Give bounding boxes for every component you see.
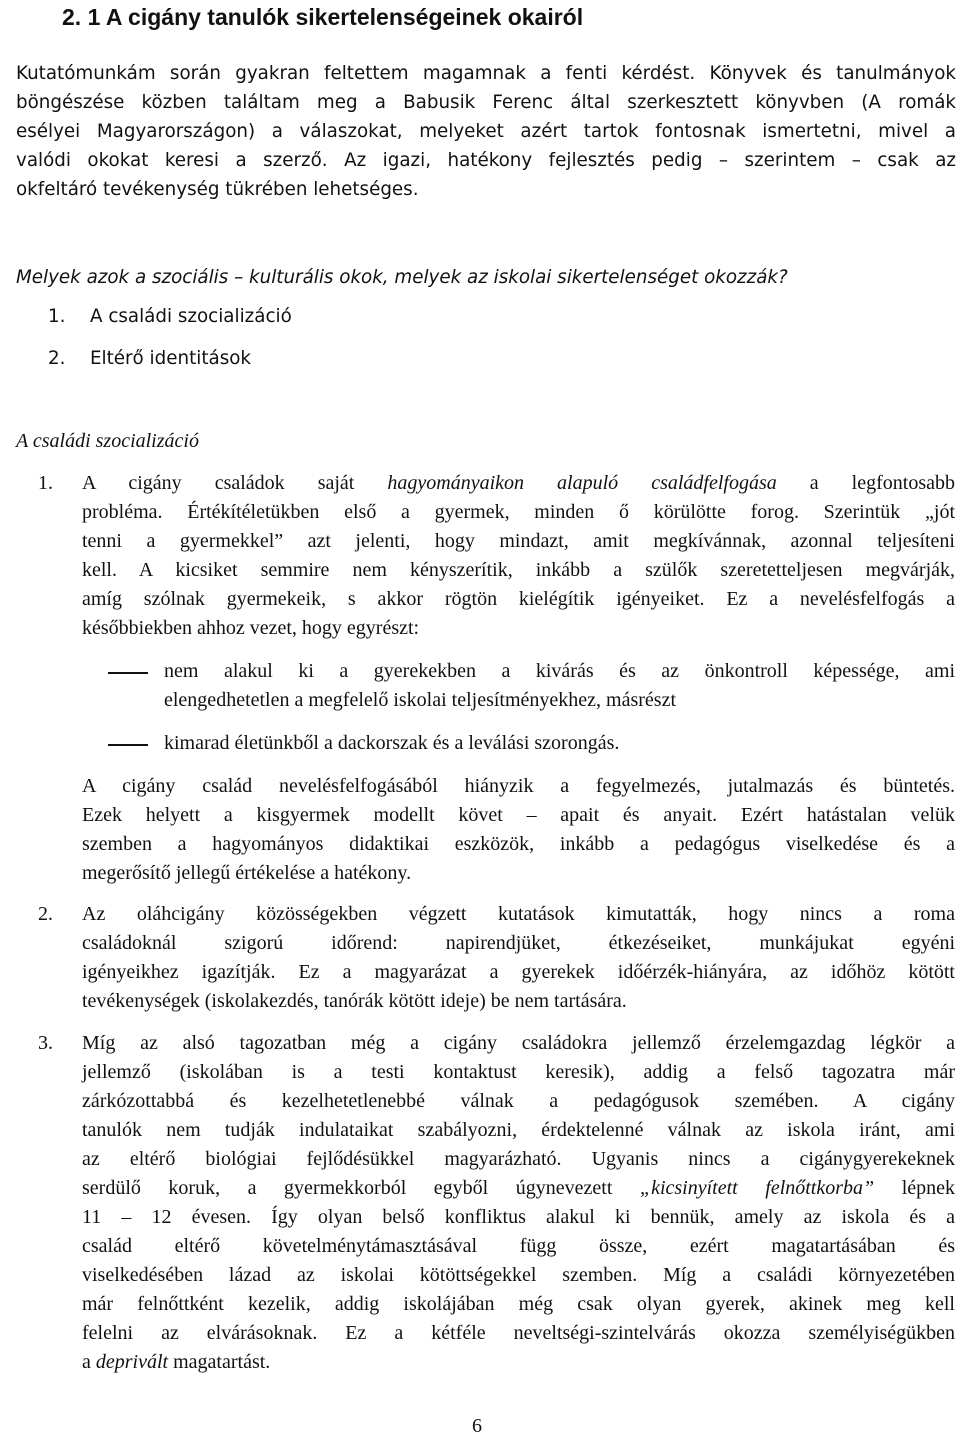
- item-number: 3.: [38, 1032, 53, 1054]
- item-2-line: családoknál szigorú időrend: napirendjüket, étkezéseiket, munkájukat egyéni: [82, 932, 955, 954]
- item-3-line: tanulók nem tudják indulataikat szabályozni, érdektelenné válnak az iskola iránt, ami: [82, 1119, 955, 1141]
- item-1-line: [82, 469, 955, 498]
- item-1-line: szemben a hagyományos didaktikai eszközök, inkább a pedagógus viselkedése és a: [82, 833, 955, 855]
- item-1-line: A cigány család nevelésfelfogásából hiányzik a fegyelmezés, jutalmazás és büntetés.: [82, 775, 955, 797]
- toc-item: [48, 302, 292, 331]
- item-3-line: család eltérő követelménytámasztásával függ össze, ezért magatartásában és: [82, 1235, 955, 1257]
- text-run: lépnek: [874, 1177, 956, 1199]
- intro-line: böngészése közben találtam meg a Babusik Ferenc által szerkesztett könyvben (A romák: [16, 92, 956, 113]
- toc-number: 2.: [48, 348, 66, 369]
- item-2-line: tevékenységek (iskolakezdés, tanórák kötött ideje) be nem tartására.: [82, 990, 627, 1012]
- intro-line: esélyei Magyarországon) a válaszokat, melyeket azért tartok fontosnak ismertetni, mivel a: [16, 121, 956, 142]
- item-1-line: Ezek helyett a kisgyermek modellt követ – apait és anyait. Ezért hatástalan velük: [82, 804, 955, 826]
- item-3-line: [82, 1174, 955, 1203]
- research-question: Melyek azok a szociális – kulturális okok, melyek az iskolai sikertelenséget okozzák?: [16, 267, 788, 288]
- item-1-paragraph: [82, 469, 955, 643]
- page-number: 6: [472, 1415, 482, 1437]
- item-2-line: igényeikhez igazítják. Ez a magyarázat a gyerekek időérzék-hiányára, az időhöz kötött: [82, 961, 955, 983]
- emphasis-text: deprivált: [95, 1351, 169, 1373]
- item-2-paragraph: [82, 900, 955, 1016]
- item-3-line: az eltérő biológiai fejlődésükkel magyarázható. Ugyanis nincs a cigánygyerekeknek: [82, 1148, 955, 1170]
- toc-label: A családi szocializáció: [90, 306, 292, 327]
- bullet-line: elengedhetetlen a megfelelő iskolai teljesítményekhez, másrészt: [164, 689, 677, 711]
- item-3-line: [82, 1348, 955, 1377]
- item-3-line: 11 – 12 évesen. Így olyan belső konfliktus alakul ki bennük, amely az iskola és a: [82, 1206, 955, 1228]
- item-3-line: jellemző (iskolában is a testi kontaktust keresik), addig a felső tagozatra már: [82, 1061, 955, 1083]
- item-2-line: Az oláhcigány közösségekben végzett kutatások kimutatták, hogy nincs a roma: [82, 903, 955, 925]
- toc-number: 1.: [48, 306, 66, 327]
- item-1-line: probléma. Értékítéletükben első a gyermek, minden ő körülötte forog. Szerintük „jót: [82, 501, 955, 523]
- text-run: magatartást.: [168, 1351, 271, 1373]
- item-number: 2.: [38, 903, 53, 925]
- item-1-continuation: [82, 772, 955, 888]
- item-1-line: tenni a gyermekkel” azt jelenti, hogy mindazt, amit megkívánnak, azonnal teljesíteni: [82, 530, 955, 552]
- section-heading: 2. 1 A cigány tanulók sikertelenségeinek okairól: [62, 4, 584, 30]
- item-3-line: már felnőttként kezelik, addig iskolájában még csak olyan gyerek, akinek meg kell: [82, 1293, 955, 1315]
- bullet-line: nem alakul ki a gyerekekben a kivárás és az önkontroll képessége, ami: [164, 660, 955, 682]
- intro-line: Kutatómunkám során gyakran feltettem magamnak a fenti kérdést. Könyvek és tanulmányok: [16, 63, 956, 84]
- subheading: A családi szocializáció: [16, 430, 199, 452]
- intro-line: valódi okokat keresi a szerző. Az igazi, hatékony fejlesztés pedig – szerintem – csak az: [16, 150, 956, 171]
- emphasis-text: „kicsinyített felnőttkorba”: [639, 1177, 875, 1199]
- bullet-item: [164, 657, 955, 715]
- item-number: 1.: [38, 472, 53, 494]
- emphasis-text: hagyományaikon alapuló családfelfogása: [387, 472, 777, 494]
- toc-label: Eltérő identitások: [90, 348, 251, 369]
- item-1-line: kell. A kicsiket semmire nem kényszerítik, inkább a szülők szeretetteljesen megvárják,: [82, 559, 955, 581]
- item-3-line: felelni az elvárásoknak. Ez a kétféle neveltségi-szintelvárás okozza személyiségükben: [82, 1322, 955, 1344]
- intro-line: okfeltáró tevékenység tükrében lehetséges.: [16, 179, 419, 200]
- bullet-item: [164, 729, 955, 758]
- item-1-line: későbbiekben ahhoz vezet, hogy egyrészt:: [82, 617, 420, 639]
- text-run: A cigány családok saját: [82, 472, 388, 494]
- dash-bullet-icon: [108, 744, 148, 746]
- item-1-line: megerősítő jellegű értékelése a hatékony.: [82, 862, 412, 884]
- text-run: a: [82, 1351, 96, 1373]
- text-run: serdülő koruk, a gyermekkorból egyből úgynevezett: [82, 1177, 640, 1199]
- intro-paragraph: [16, 59, 956, 204]
- toc-item: [48, 344, 251, 373]
- bullet-line: kimarad életünkből a dackorszak és a leválási szorongás.: [164, 732, 620, 754]
- item-3-line: viselkedésében lázad az iskolai kötöttségekkel szemben. Míg a családi környezetében: [82, 1264, 955, 1286]
- dash-bullet-icon: [108, 672, 148, 674]
- item-3-line: Míg az alsó tagozatban még a cigány családokra jellemző érzelemgazdag légkör a: [82, 1032, 955, 1054]
- item-3-paragraph: [82, 1029, 955, 1377]
- item-3-line: zárkózottabbá és kezelhetetlenebbé válnak a pedagógusok szemében. A cigány: [82, 1090, 955, 1112]
- text-run: a legfontosabb: [776, 472, 955, 494]
- item-1-line: amíg szólnak gyermekeik, s akkor rögtön kielégítik igényeiket. Ez a nevelésfelfogás a: [82, 588, 955, 610]
